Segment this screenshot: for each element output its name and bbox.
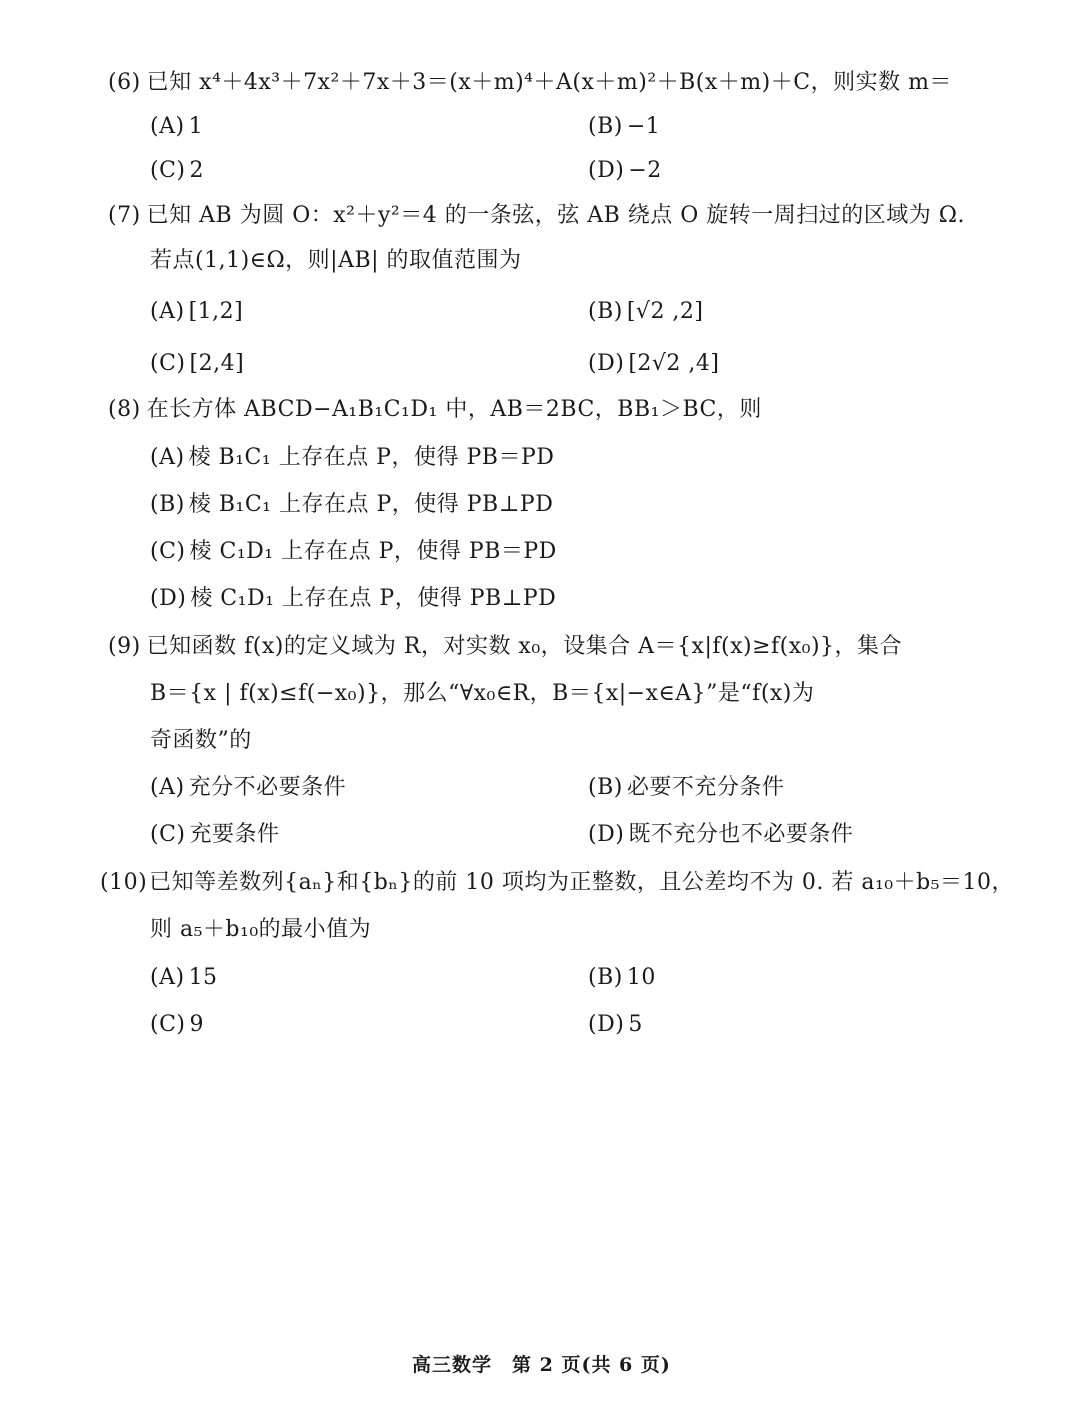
question-8-option-c [150, 537, 557, 567]
question-9-text: 奇函数”的 [150, 728, 252, 753]
question-6-text: 已知 x⁴＋4x³＋7x²＋7x＋3＝(x＋m)⁴＋A(x＋m)²＋B(x＋m)＋C，则实数 m＝ [146, 70, 952, 95]
option-label: (A) [150, 445, 185, 470]
option-label: (B) [588, 114, 623, 139]
option-text: 1 [188, 114, 204, 139]
question-10-option-a [150, 963, 218, 993]
question-6-option-c [150, 156, 204, 186]
option-label: (D) [588, 158, 625, 183]
option-text: 15 [188, 965, 218, 990]
question-7-stem-line-1 [108, 201, 965, 231]
question-7-text: 已知 AB 为圆 O：x²＋y²＝4 的一条弦，弦 AB 绕点 O 旋转一周扫过的区域为 Ω. [146, 203, 965, 228]
question-8-option-d [150, 584, 556, 614]
question-7-option-d [588, 349, 719, 379]
option-label: (A) [150, 299, 185, 324]
option-text: 棱 C₁D₁ 上存在点 P，使得 PB＝PD [189, 539, 557, 564]
option-label: (C) [150, 1012, 186, 1037]
question-8-number: (8) [108, 397, 141, 422]
question-10-text: 已知等差数列{aₙ}和{bₙ}的前 10 项均为正整数，且公差均不为 0. 若 a₁₀＋b₅＝10， [149, 870, 1014, 895]
question-9-stem-line-2 [150, 679, 814, 709]
option-text: 棱 C₁D₁ 上存在点 P，使得 PB⊥PD [190, 586, 557, 611]
option-label: (D) [588, 822, 625, 847]
option-label: (B) [588, 299, 623, 324]
option-text: [√2 ,2] [626, 299, 704, 324]
option-label: (C) [150, 822, 186, 847]
question-8-option-b [150, 490, 553, 520]
option-text: 9 [189, 1012, 204, 1037]
option-text: 棱 B₁C₁ 上存在点 P，使得 PB＝PD [188, 445, 555, 470]
question-10-option-c [150, 1010, 204, 1040]
question-9-option-d [588, 820, 853, 850]
question-7-stem-line-2 [150, 246, 522, 276]
question-7-text: 若点(1,1)∈Ω，则|AB| 的取值范围为 [150, 248, 522, 273]
option-label: (B) [588, 775, 623, 800]
option-label: (D) [150, 586, 187, 611]
question-7-number: (7) [108, 203, 141, 228]
option-text: 必要不充分条件 [626, 775, 785, 800]
option-label: (A) [150, 965, 185, 990]
option-label: (C) [150, 351, 186, 376]
page-footer: 高三数学 第 2 页(共 6 页) [412, 1354, 671, 1376]
question-6-option-b [588, 112, 660, 142]
option-text: [2,4] [189, 351, 245, 376]
question-6-option-d [588, 156, 662, 186]
option-label: (D) [588, 1012, 625, 1037]
option-text: −1 [626, 114, 661, 139]
question-8-text: 在长方体 ABCD−A₁B₁C₁D₁ 中，AB＝2BC，BB₁＞BC，则 [146, 397, 762, 422]
question-6-stem-line-1 [108, 68, 952, 98]
question-10-option-d [588, 1010, 643, 1040]
option-text: −2 [628, 158, 662, 183]
question-6-number: (6) [108, 70, 141, 95]
question-6-option-a [150, 112, 203, 142]
option-text: 棱 B₁C₁ 上存在点 P，使得 PB⊥PD [188, 492, 554, 517]
question-10-stem-line-2 [150, 915, 371, 945]
option-label: (B) [150, 492, 185, 517]
question-10-stem-line-1 [100, 868, 1014, 898]
question-9-number: (9) [108, 634, 141, 659]
question-8-option-a [150, 443, 554, 473]
option-label: (B) [588, 965, 623, 990]
option-label: (D) [588, 351, 625, 376]
option-text: 2 [189, 158, 204, 183]
option-text: 10 [626, 965, 656, 990]
option-text: [2√2 ,4] [628, 351, 720, 376]
question-7-option-c [150, 349, 244, 379]
option-text: 充要条件 [189, 822, 280, 847]
option-label: (C) [150, 539, 186, 564]
question-8-stem-line-1 [108, 395, 762, 425]
question-9-text: 已知函数 f(x)的定义域为 R，对实数 x₀，设集合 A＝{x|f(x)≥f(x₀)}，集合 [146, 634, 903, 659]
question-9-stem-line-3 [150, 726, 252, 756]
option-label: (A) [150, 775, 185, 800]
question-10-text: 则 a₅＋b₁₀的最小值为 [150, 917, 372, 942]
option-label: (C) [150, 158, 186, 183]
question-9-stem-line-1 [108, 632, 902, 662]
question-9-option-a [150, 773, 346, 803]
question-9-option-b [588, 773, 784, 803]
question-9-option-c [150, 820, 280, 850]
option-text: 充分不必要条件 [188, 775, 347, 800]
option-text: [1,2] [188, 299, 244, 324]
question-9-text: B＝{x | f(x)≤f(−x₀)}，那么“∀x₀∈R，B＝{x|−x∈A}”是“f(x)为 [150, 681, 815, 706]
option-text: 5 [628, 1012, 643, 1037]
question-10-number: (10) [100, 870, 148, 895]
question-7-option-a [150, 297, 243, 327]
option-label: (A) [150, 114, 185, 139]
question-10-option-b [588, 963, 656, 993]
question-7-option-b [588, 297, 704, 327]
option-text: 既不充分也不必要条件 [628, 822, 854, 847]
